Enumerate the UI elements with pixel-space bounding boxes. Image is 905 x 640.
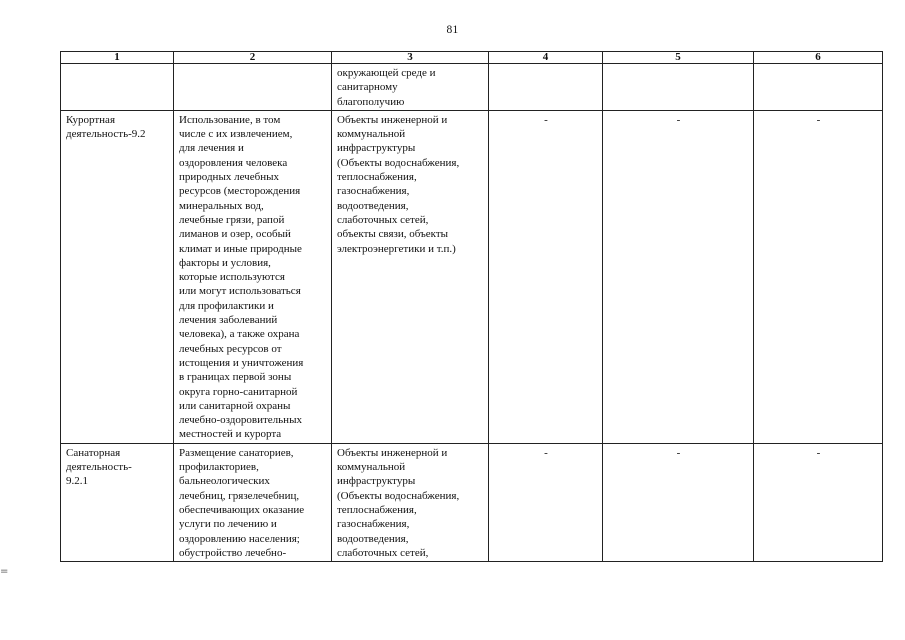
header-col-5: 5 (603, 52, 754, 64)
header-col-3: 3 (332, 52, 489, 64)
header-row (61, 52, 883, 64)
cell-use-name: Курортная деятельность-9.2 (61, 110, 174, 443)
cell-use-description (174, 64, 332, 111)
cell-use-description: Использование, в том числе с их извлечением, для лечения и оздоровления человека природных лечебных ресурсов (месторождения минеральных вод, лечебные грязи, рапой лиманов и озер, особый климат и иные природные факторы и условия, которые используются или могут использоваться для профилактики и лечения заболеваний человека), а также охрана лечебных ресурсов от истощения и уничтожения в границах первой зоны округа горно-санитарной или санитарной охраны лечебно-оздоровительных местностей и курорта (174, 110, 332, 443)
header-col-2: 2 (174, 52, 332, 64)
cell-use-name: Санаторная деятельность- 9.2.1 (61, 443, 174, 561)
table-row-continuation (61, 64, 883, 111)
table-row-resort (61, 110, 883, 443)
cell-col-6: - (754, 110, 883, 443)
cell-col-4: - (489, 443, 603, 561)
cell-col-5 (603, 64, 754, 111)
cell-objects: окружающей среде и санитарному благополучию (332, 64, 489, 111)
cell-col-5: - (603, 443, 754, 561)
cell-col-5: - (603, 110, 754, 443)
cell-col-6: - (754, 443, 883, 561)
cell-col-6 (754, 64, 883, 111)
header-col-6: 6 (754, 52, 883, 64)
header-col-4: 4 (489, 52, 603, 64)
cell-objects: Объекты инженерной и коммунальной инфраструктуры (Объекты водоснабжения, теплоснабжения, газоснабжения, водоотведения, слаботочных сетей, объекты связи, объекты электроэнергетики и т.п.) (332, 110, 489, 443)
margin-mark: = (0, 566, 9, 577)
cell-use-name (61, 64, 174, 111)
table-row-sanatorium (61, 443, 883, 561)
cell-use-description: Размещение санаториев, профилакториев, бальнеологических лечебниц, грязелечебниц, обеспечивающих оказание услуги по лечению и оздоровлению населения; обустройство лечебно- (174, 443, 332, 561)
land-use-table (60, 51, 883, 562)
header-col-1: 1 (61, 52, 174, 64)
cell-objects: Объекты инженерной и коммунальной инфраструктуры (Объекты водоснабжения, теплоснабжения, газоснабжения, водоотведения, слаботочных сетей, (332, 443, 489, 561)
cell-col-4: - (489, 110, 603, 443)
cell-col-4 (489, 64, 603, 111)
page-number: 81 (446, 24, 459, 36)
